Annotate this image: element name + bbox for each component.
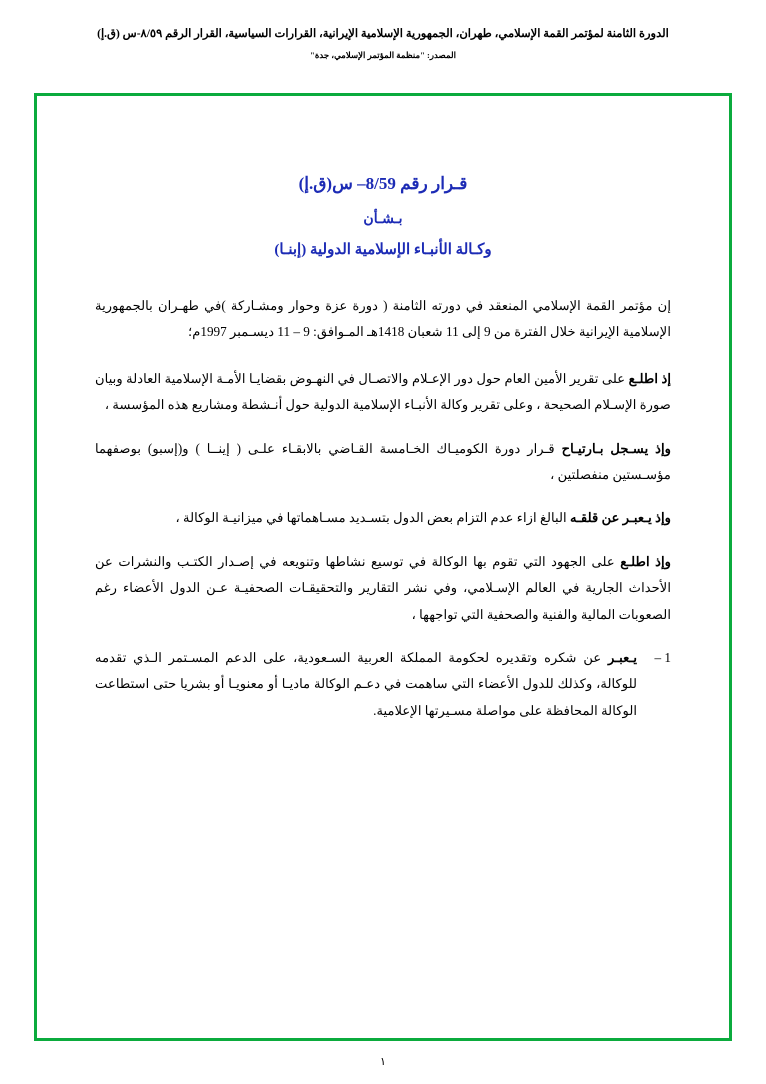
clause-1-text: على تقرير الأمين العام حول دور الإعـلام والاتصـال في النهـوض بقضايـا الأمـة الإسلامية العادلة وبيان صورة الإسـلام الصحيحة ، وعلى تقرير وكالة الأنبـاء الإسلامية الدولية حول أنـشطة ومشاريع هذه المؤسسة ، [95,370,671,413]
paragraph-clause-4 [95,549,671,628]
numbered-item-1-body [95,645,637,724]
numbered-item-1 [95,645,671,724]
preamble-text: إن مؤتمر القمة الإسلامي المنعقد في دورته الثامنة ( دورة عزة وحوار ومشـاركة )في طهـران بالجمهورية الإسلامية الإيرانية خلال الفترة من 9 إلى 11 شعبان 1418هـ المـوافق: 9 – 11 ديسـمبر 1997م؛ [95,297,671,340]
clause-4-text: على الجهود التي تقوم بها الوكالة في توسيع نشاطها وتنويعه في إصـدار الكتـب والنشرات عن الأحداث الجارية في العالم الإسـلامي، وفي نشر التقارير والتحقيقـات الصحفيـة عـن الدول الأعضاء رغم الصعوبات المالية والفنية والصحفية التي تواجهها ، [95,553,671,622]
resolution-text [95,293,671,724]
document-header [0,0,766,61]
page-number: ١ [380,1056,386,1068]
numbered-item-1-lead: يـعبـر [607,649,637,665]
resolution-subject: وكـالة الأنبـاء الإسلامية الدولية (إبنـا) [274,241,492,258]
clause-2-text: قـرار دورة الكوميـاك الخـامسة القـاضي بالابقـاء علـى ( إينــا ) و(إسبو) بوصفهما مؤسـستين منفصلتين ، [95,440,671,482]
document-body-container [37,96,729,1038]
clause-3-lead: وإذ يـعبـر عن قلقـه [570,510,671,526]
clause-1-lead: إذ اطلـع [628,370,671,386]
numbered-item-1-marker: 1 – [654,649,671,665]
paragraph-clause-1 [95,366,671,419]
green-border-frame [34,93,732,1041]
paragraph-clause-3 [95,505,671,531]
title-block [95,170,671,259]
resolution-number: قـرار رقم 8/59– س(ق.إ) [298,174,468,193]
numbered-item-1-text: عن شكره وتقديره لحكومة المملكة العربية السـعودية، على الدعم المسـتمر الـذي تقدمه للوكالة، وكذلك للدول الأعضاء التي ساهمت في دعـم الوكالة ماديـا أو معنويـا أو بشريا حتى استطاعت الوكالة المحافظة على مواصلة مسـيرتها الإعلامية. [95,649,637,718]
header-title-line: الدورة الثامنة لمؤتمر القمة الإسلامي، طهران، الجمهورية الإسلامية الإيرانية، القرارات السياسية، القرار الرقم ٨/٥٩-س (ق.إ) [97,28,669,40]
clause-4-lead: وإذ اطلـع [620,553,671,569]
header-source-line: المصدر: "منظمة المؤتمر الإسلامي، جدة" [310,50,456,61]
regarding-label: بـشـأن [363,211,403,227]
clause-2-lead: وإذ يسـجل بـارتيـاح [561,440,671,456]
clause-3-text: البالغ ازاء عدم التزام بعض الدول بتسـديد مسـاهماتها في ميزانيـة الوكالة ، [175,510,570,526]
paragraph-preamble [95,293,671,346]
paragraph-clause-2 [95,436,671,489]
